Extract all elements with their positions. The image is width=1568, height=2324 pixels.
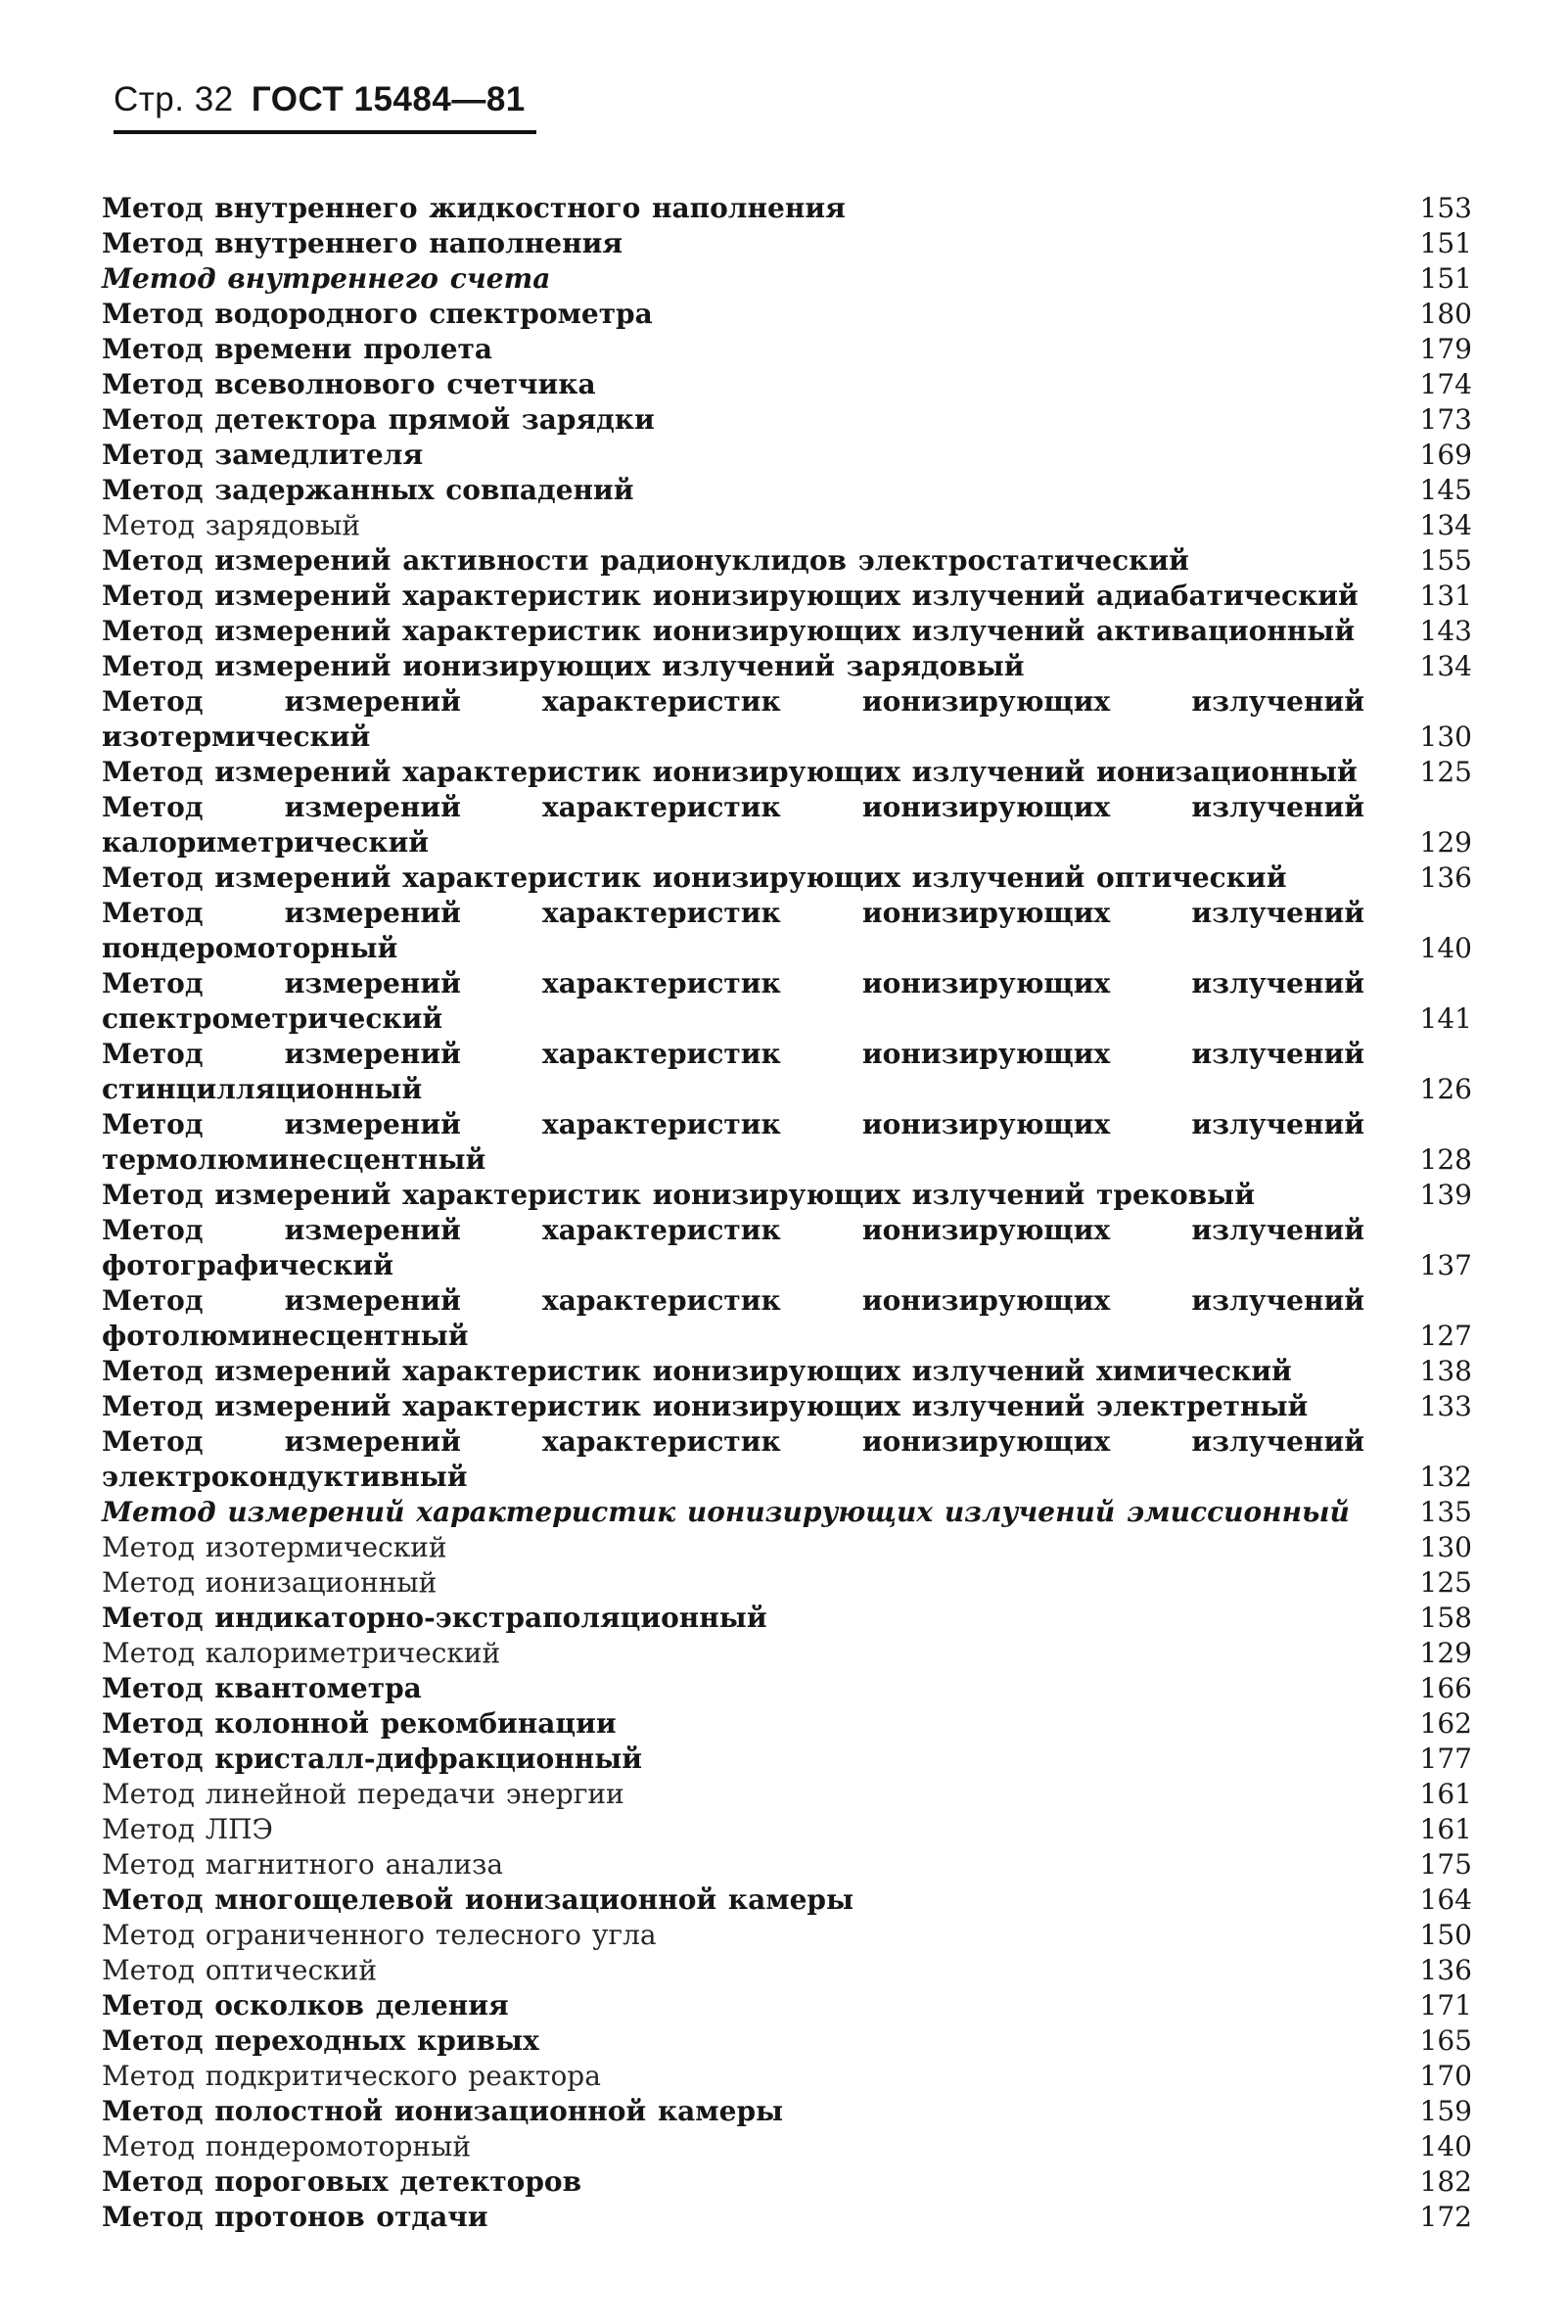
- entry-term: Метод подкритического реактора: [102, 2060, 601, 2092]
- entry-page-number: 170: [1419, 2060, 1472, 2092]
- entry-term: Метод измерений характеристик ионизирующих излучений трековый: [102, 1179, 1255, 1211]
- entry-term: Метод внутреннего счета: [102, 262, 551, 295]
- entry-page-number: 140: [1419, 932, 1472, 964]
- entry-page-number: 125: [1419, 756, 1472, 788]
- index-entry: [102, 1354, 1472, 1389]
- entry-page-number: 137: [1419, 1249, 1472, 1281]
- entry-page-number: 136: [1419, 1954, 1472, 1986]
- index-entry: [102, 649, 1472, 684]
- entry-page-number: 153: [1419, 192, 1472, 224]
- entry-term: Метод внутреннего жидкостного наполнения: [102, 192, 846, 224]
- entry-page-number: 151: [1419, 227, 1472, 259]
- entry-page-number: 175: [1419, 1848, 1472, 1881]
- entry-term: Метод магнитного анализа: [102, 1848, 504, 1881]
- index-entry: [102, 1988, 1472, 2023]
- entry-term: Метод измерений характеристик ионизирующих излучений электретный: [102, 1390, 1309, 1422]
- entry-page-number: 174: [1419, 368, 1472, 400]
- index-entry: [102, 2094, 1472, 2129]
- entry-page-number: 180: [1419, 298, 1472, 330]
- entry-page-number: 139: [1419, 1179, 1472, 1211]
- entry-term: Метод пороговых детекторов: [102, 2165, 582, 2198]
- entry-term: Метод оптический: [102, 1954, 377, 1986]
- entry-term: Метод квантометра: [102, 1672, 422, 1704]
- index-entry: [102, 1495, 1472, 1530]
- index-entry: [102, 226, 1472, 261]
- index-entry: [102, 1178, 1472, 1213]
- index-entry: [102, 1706, 1472, 1742]
- entry-term: Метод ЛПЭ: [102, 1813, 273, 1845]
- page-number-label: Стр. 32: [114, 80, 234, 118]
- entry-page-number: 171: [1419, 1989, 1472, 2022]
- entry-page-number: 129: [1419, 1637, 1472, 1669]
- entry-term: Метод измерений характеристик ионизирующих излучений калориметрический: [102, 791, 1364, 859]
- entry-term: Метод измерений характеристик ионизирующих излучений фотолюминесцентный: [102, 1284, 1364, 1352]
- entry-term: Метод линейной передачи энергии: [102, 1778, 624, 1810]
- entry-term: Метод измерений характеристик ионизирующих излучений фотографический: [102, 1214, 1364, 1281]
- index-entry: [102, 2200, 1472, 2235]
- index-entry: [102, 1213, 1472, 1283]
- index-entry: [102, 966, 1472, 1037]
- entry-page-number: 166: [1419, 1672, 1472, 1704]
- entry-term: Метод ограниченного телесного угла: [102, 1919, 657, 1951]
- index-entry: [102, 1636, 1472, 1671]
- entry-page-number: 182: [1419, 2165, 1472, 2198]
- index-list: [102, 191, 1472, 2235]
- entry-term: Метод полостной ионизационной камеры: [102, 2095, 784, 2127]
- entry-page-number: 133: [1419, 1390, 1472, 1422]
- index-entry: [102, 332, 1472, 367]
- index-entry: [102, 755, 1472, 790]
- entry-page-number: 130: [1419, 720, 1472, 753]
- entry-page-number: 129: [1419, 826, 1472, 859]
- entry-term: Метод детектора прямой зарядки: [102, 403, 655, 436]
- entry-term: Метод измерений характеристик ионизирующих излучений активационный: [102, 615, 1356, 647]
- index-entry: [102, 790, 1472, 860]
- index-entry: [102, 1283, 1472, 1354]
- index-entry: [102, 1953, 1472, 1988]
- entry-term: Метод измерений характеристик ионизирующих излучений химический: [102, 1355, 1292, 1387]
- entry-page-number: 130: [1419, 1531, 1472, 1563]
- index-entry: [102, 297, 1472, 332]
- entry-page-number: 155: [1419, 544, 1472, 577]
- entry-page-number: 135: [1419, 1496, 1472, 1528]
- header-rule: [114, 130, 536, 134]
- index-entry: [102, 1777, 1472, 1812]
- entry-page-number: 134: [1419, 650, 1472, 682]
- entry-page-number: 162: [1419, 1707, 1472, 1740]
- index-entry: [102, 191, 1472, 226]
- entry-term: Метод измерений характеристик ионизирующих излучений оптический: [102, 861, 1287, 894]
- index-entry: [102, 1565, 1472, 1601]
- entry-term: Метод измерений характеристик ионизирующих излучений электрокондуктивный: [102, 1425, 1364, 1493]
- entry-term: Метод калориметрический: [102, 1637, 501, 1669]
- entry-page-number: 143: [1419, 615, 1472, 647]
- index-entry: [102, 2164, 1472, 2200]
- entry-page-number: 159: [1419, 2095, 1472, 2127]
- entry-page-number: 128: [1419, 1143, 1472, 1176]
- standard-designation: ГОСТ 15484—81: [251, 80, 526, 118]
- entry-page-number: 150: [1419, 1919, 1472, 1951]
- entry-term: Метод измерений характеристик ионизирующих излучений стинцилляционный: [102, 1038, 1364, 1105]
- entry-term: Метод многощелевой ионизационной камеры: [102, 1883, 854, 1916]
- index-entry: [102, 1530, 1472, 1565]
- entry-term: Метод колонной рекомбинации: [102, 1707, 617, 1740]
- entry-term: Метод измерений активности радионуклидов электростатический: [102, 544, 1189, 577]
- index-entry: [102, 1037, 1472, 1107]
- index-entry: [102, 684, 1472, 755]
- index-entry: [102, 367, 1472, 402]
- entry-term: Метод измерений ионизирующих излучений зарядовый: [102, 650, 1025, 682]
- entry-term: Метод кристалл-дифракционный: [102, 1743, 643, 1775]
- entry-term: Метод измерений характеристик ионизирующих излучений адиабатический: [102, 580, 1359, 612]
- index-entry: [102, 1671, 1472, 1706]
- entry-page-number: 173: [1419, 403, 1472, 436]
- entry-term: Метод зарядовый: [102, 509, 361, 541]
- entry-term: Метод времени пролета: [102, 333, 493, 365]
- entry-page-number: 161: [1419, 1778, 1472, 1810]
- index-entry: [102, 860, 1472, 896]
- entry-page-number: 131: [1419, 580, 1472, 612]
- index-entry: [102, 1389, 1472, 1424]
- entry-page-number: 141: [1419, 1002, 1472, 1035]
- index-entry: [102, 2059, 1472, 2094]
- entry-term: Метод измерений характеристик ионизирующих излучений изотермический: [102, 685, 1364, 753]
- index-entry: [102, 2023, 1472, 2059]
- index-entry: [102, 2129, 1472, 2164]
- entry-page-number: 126: [1419, 1073, 1472, 1105]
- entry-page-number: 161: [1419, 1813, 1472, 1845]
- entry-page-number: 138: [1419, 1355, 1472, 1387]
- entry-page-number: 172: [1419, 2201, 1472, 2233]
- index-entry: [102, 1847, 1472, 1882]
- entry-term: Метод изотермический: [102, 1531, 447, 1563]
- index-entry: [102, 508, 1472, 543]
- entry-term: Метод измерений характеристик ионизирующих излучений ионизационный: [102, 756, 1358, 788]
- index-entry: [102, 261, 1472, 297]
- entry-page-number: 177: [1419, 1743, 1472, 1775]
- entry-term: Метод ионизационный: [102, 1566, 438, 1599]
- entry-term: Метод измерений характеристик ионизирующих излучений термолюминесцентный: [102, 1108, 1364, 1176]
- index-entry: [102, 579, 1472, 614]
- entry-term: Метод водородного спектрометра: [102, 298, 653, 330]
- entry-term: Метод внутреннего наполнения: [102, 227, 623, 259]
- entry-page-number: 136: [1419, 861, 1472, 894]
- entry-page-number: 151: [1419, 262, 1472, 295]
- entry-page-number: 164: [1419, 1883, 1472, 1916]
- entry-term: Метод замедлителя: [102, 439, 424, 471]
- entry-term: Метод протонов отдачи: [102, 2201, 488, 2233]
- index-entry: [102, 1918, 1472, 1953]
- index-entry: [102, 1812, 1472, 1847]
- index-entry: [102, 614, 1472, 649]
- entry-term: Метод измерений характеристик ионизирующих излучений спектрометрический: [102, 967, 1364, 1035]
- entry-term: Метод переходных кривых: [102, 2024, 539, 2057]
- index-entry: [102, 1601, 1472, 1636]
- entry-term: Метод осколков деления: [102, 1989, 509, 2022]
- index-entry: [102, 543, 1472, 579]
- page-header: [114, 80, 526, 119]
- index-entry: [102, 1424, 1472, 1495]
- entry-term: Метод пондеромоторный: [102, 2130, 472, 2162]
- entry-page-number: 179: [1419, 333, 1472, 365]
- entry-term: Метод измерений характеристик ионизирующих излучений эмиссионный: [102, 1496, 1350, 1528]
- entry-page-number: 165: [1419, 2024, 1472, 2057]
- index-entry: [102, 1742, 1472, 1777]
- entry-page-number: 125: [1419, 1566, 1472, 1599]
- index-entry: [102, 473, 1472, 508]
- entry-page-number: 140: [1419, 2130, 1472, 2162]
- entry-page-number: 145: [1419, 474, 1472, 506]
- entry-term: Метод индикаторно-экстраполяционный: [102, 1602, 767, 1634]
- entry-page-number: 127: [1419, 1320, 1472, 1352]
- entry-page-number: 134: [1419, 509, 1472, 541]
- index-entry: [102, 896, 1472, 966]
- entry-term: Метод задержанных совпадений: [102, 474, 634, 506]
- index-entry: [102, 402, 1472, 438]
- entry-term: Метод всеволнового счетчика: [102, 368, 596, 400]
- entry-page-number: 169: [1419, 439, 1472, 471]
- entry-term: Метод измерений характеристик ионизирующих излучений пондеромоторный: [102, 897, 1364, 964]
- entry-page-number: 132: [1419, 1461, 1472, 1493]
- index-entry: [102, 438, 1472, 473]
- entry-page-number: 158: [1419, 1602, 1472, 1634]
- index-entry: [102, 1882, 1472, 1918]
- index-entry: [102, 1107, 1472, 1178]
